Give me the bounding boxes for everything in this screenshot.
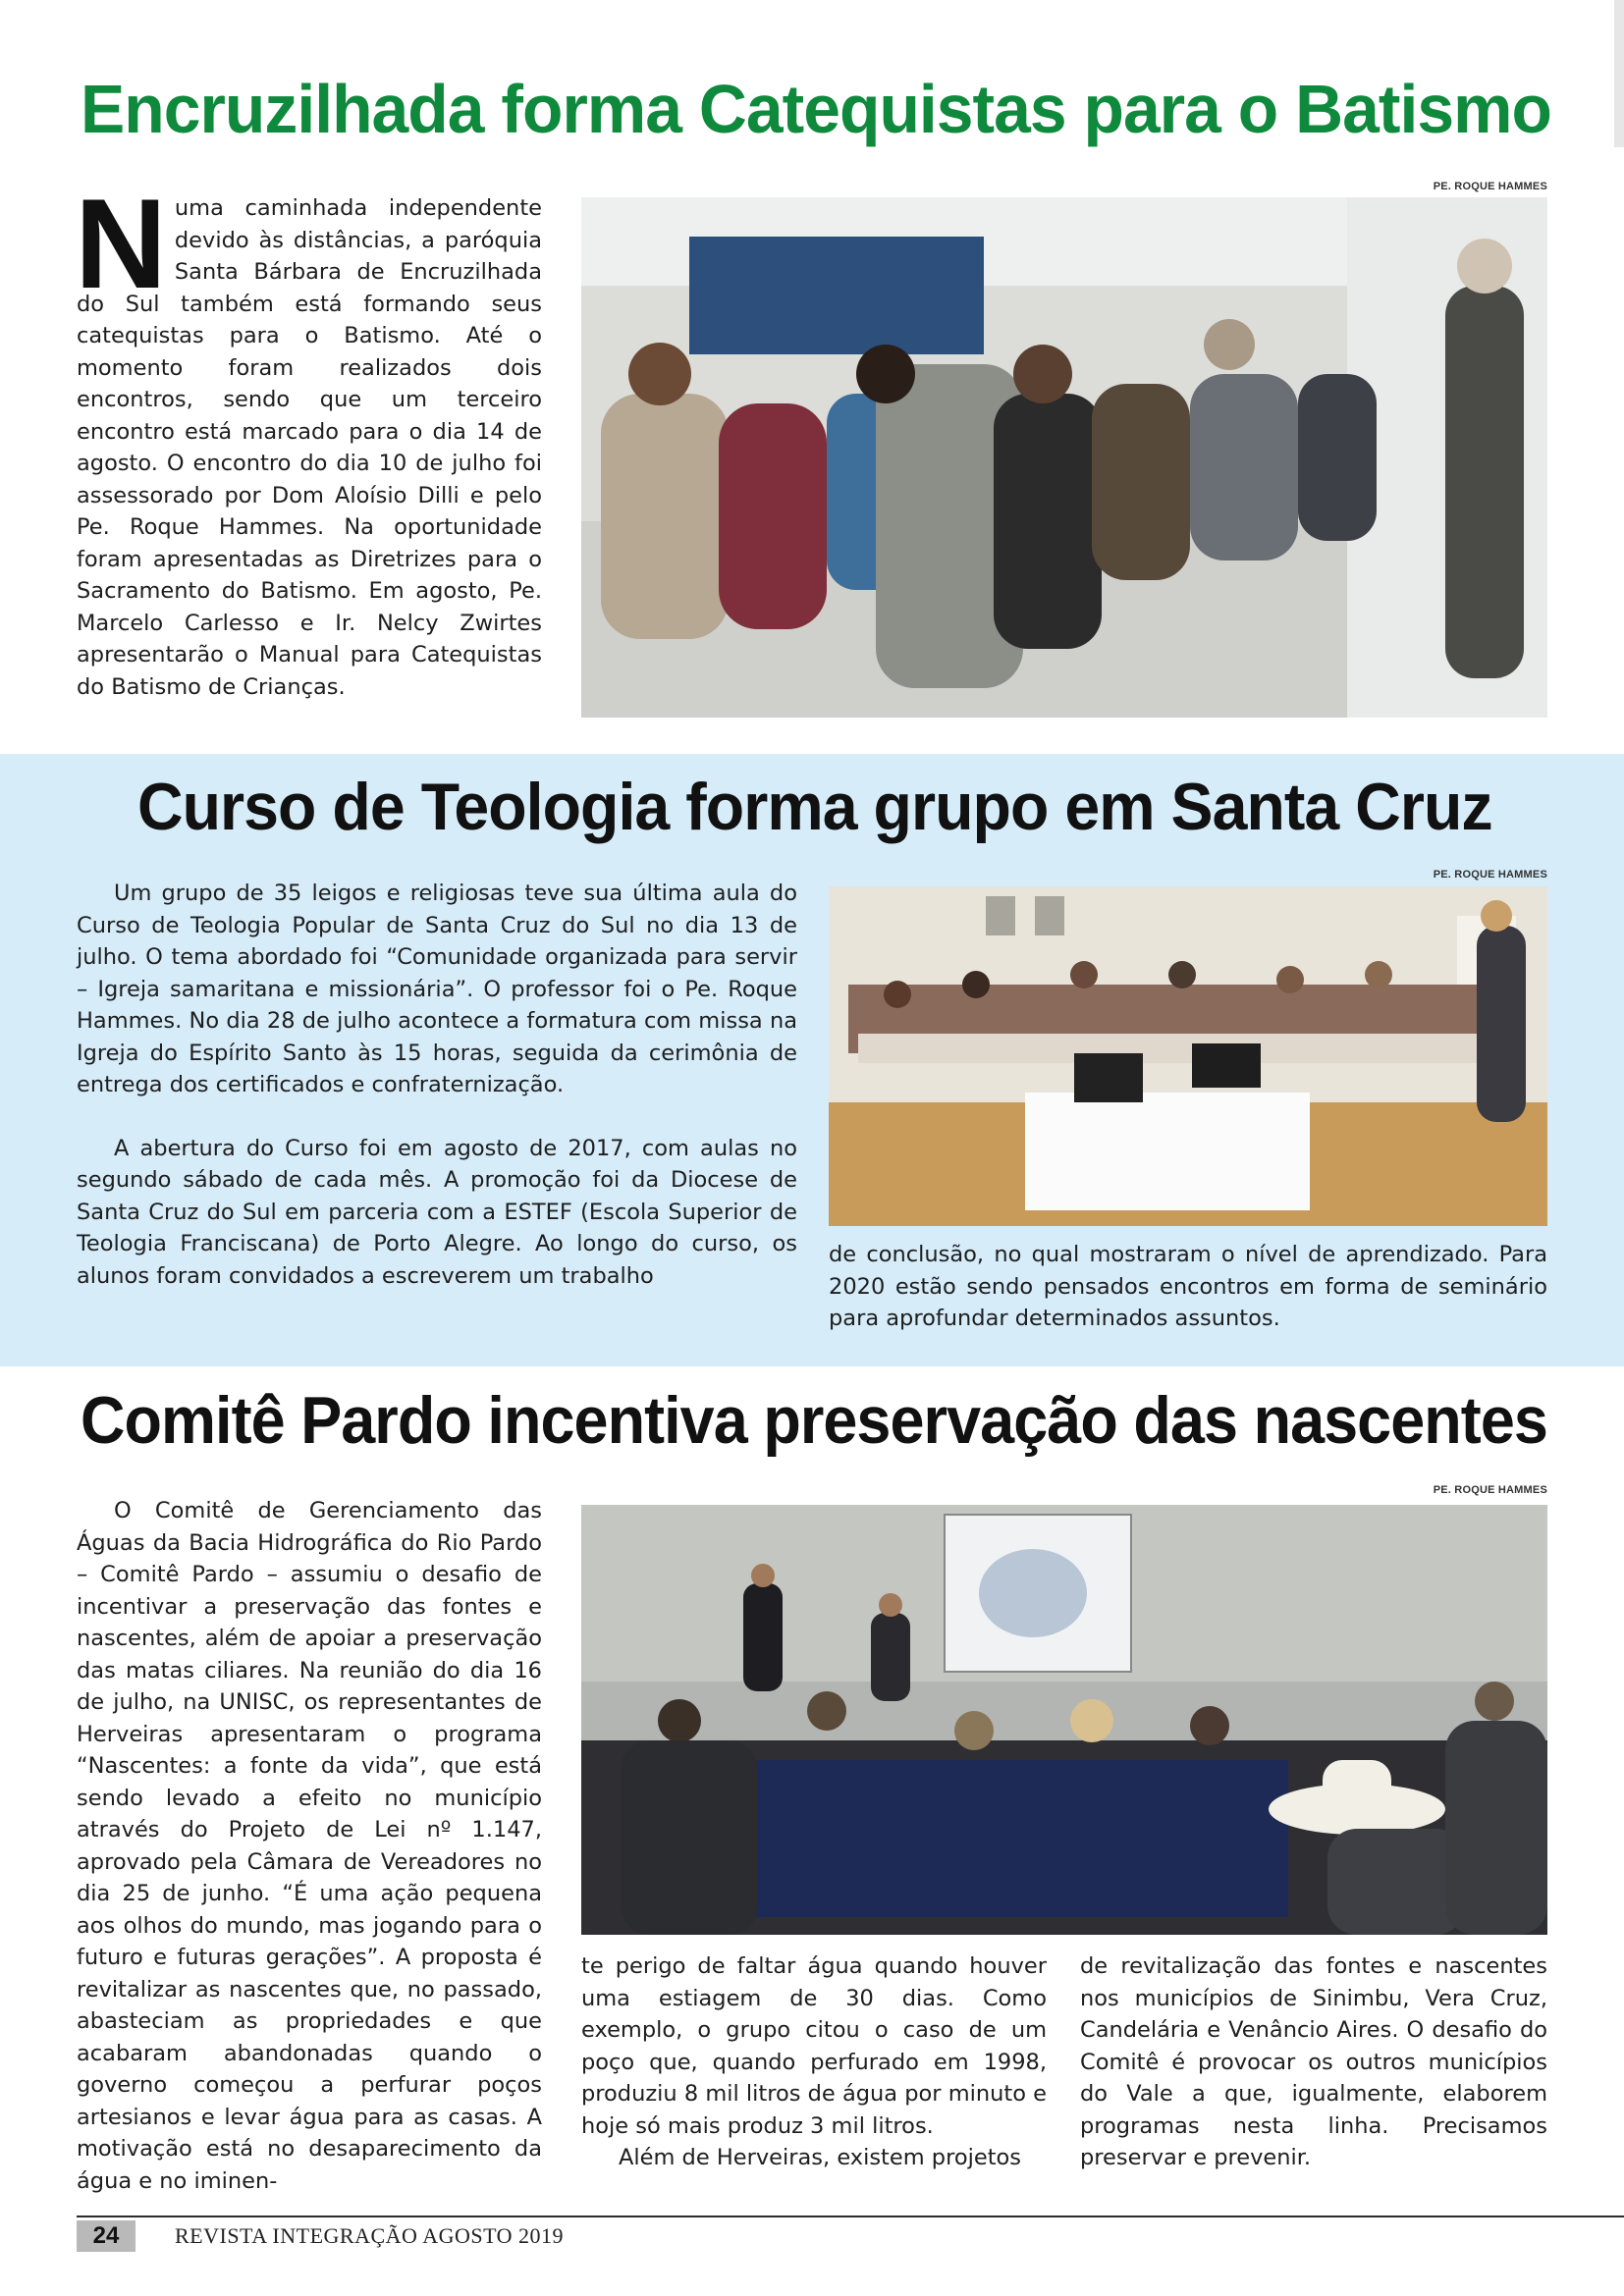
article-3-column-1: O Comitê de Gerenciamento das Águas da Bacia Hidrográfica do Rio Pardo – Comitê Pardo – assumiu o desafio de incentivar a preservação das fontes e nascentes, além de apoiar a preservação das matas ciliares. Na reunião do dia 16 de julho, na UNISC, os representantes de Herveiras apresentaram o programa “Nascentes: a fonte da vida”, que está sendo levado a efeito no município através do Projeto de Lei nº 1.147, aprovado pela Câmara de Vereadores no dia 25 de junho. “É uma ação pequena aos olhos do mundo, mas jogando para o futuro e futuras gerações”. A proposta é revitalizar as nascentes que, no passado, abasteciam as propriedades e que acabaram abandonadas quando o governo começou a perfurar poços artesianos e levar água para as casas. A motivação está no desaparecimento da água e no iminen-	[77, 1498, 542, 2194]
footer-rule	[77, 2216, 1624, 2217]
article-3-column-3: de revitalização das fontes e nascentes nos municípios de Sinimbu, Vera Cruz, Candelária e Venâncio Aires. O desafio do Comitê é provocar os outros municípios do Vale a que, igualmente, elaborem programas nesta linha. Precisamos preservar e prevenir.	[1080, 1953, 1547, 2170]
photo-catechists-meeting	[581, 197, 1547, 718]
article-3-column-2: te perigo de faltar água quando houver uma estiagem de 30 dias. Como exemplo, o grupo citou o caso de um poço que, quando perfurado em 1998, produziu 8 mil litros de água por minuto e hoje só mais produz 3 mil litros. Além de Herveiras, existem projetos	[581, 1953, 1047, 2170]
article-1-dropcap: N	[75, 172, 167, 315]
article-2-paragraph-1: Um grupo de 35 leigos e religiosas teve sua última aula do Curso de Teologia Popular de Santa Cruz do Sul no dia 13 de julho. O tema abordado foi “Comunidade organizada para servir – Igreja samaritana e missionária”. O professor foi o Pe. Roque Hammes. No dia 28 de julho acontece a formatura com missa na Igreja do Espírito Santo às 15 horas, seguida da cerimônia de entrega dos certificados e confraternização.	[77, 881, 797, 1097]
article-2-body	[77, 878, 797, 1292]
article-2-headline: Curso de Teologia forma grupo em Santa Cruz	[137, 770, 1492, 844]
article-3-headline: Comitê Pardo incentiva preservação das nascentes	[81, 1383, 1547, 1458]
page-number: 24	[77, 2220, 135, 2252]
article-1-body	[75, 172, 542, 703]
photo-credit-2: PE. ROQUE HAMMES	[1433, 869, 1547, 881]
photo-theology-class	[829, 886, 1547, 1226]
photo-committee-meeting	[581, 1505, 1547, 1935]
article-2-continuation: de conclusão, no qual mostraram o nível de aprendizado. Para 2020 estão sendo pensados encontros em forma de seminário para aprofundar determinados assuntos.	[829, 1242, 1547, 1331]
article-1-paragraph: uma caminhada independente devido às distâncias, a paróquia Santa Bárbara de Encruzilhada do Sul também está formando seus catequistas para o Batismo. Até o momento foram realizados dois encontros, sendo que um terceiro encontro está marcado para o dia 14 de agosto. O encontro do dia 10 de julho foi assessorado por Dom Aloísio Dilli e pelo Pe. Roque Hammes. Na oportunidade foram apresentadas as Diretrizes para o Sacramento do Batismo. Em agosto, Pe. Marcelo Carlesso e Ir. Nelcy Zwirtes apresentarão o Manual para Catequistas do Batismo de Crianças.	[77, 195, 542, 700]
scrollbar[interactable]	[1614, 0, 1624, 147]
article-1-headline: Encruzilhada forma Catequistas para o Batismo	[81, 71, 1551, 147]
publication-name: REVISTA INTEGRAÇÃO AGOSTO 2019	[175, 2223, 565, 2248]
article-2-paragraph-2: A abertura do Curso foi em agosto de 2017, com aulas no segundo sábado de cada mês. A promoção foi da Diocese de Santa Cruz do Sul em parceria com a ESTEF (Escola Superior de Teologia Franciscana) de Porto Alegre. Ao longo do curso, os alunos foram convidados a escreverem um trabalho	[77, 1135, 797, 1289]
photo-credit-1: PE. ROQUE HAMMES	[1433, 181, 1547, 192]
photo-credit-3: PE. ROQUE HAMMES	[1433, 1484, 1547, 1496]
